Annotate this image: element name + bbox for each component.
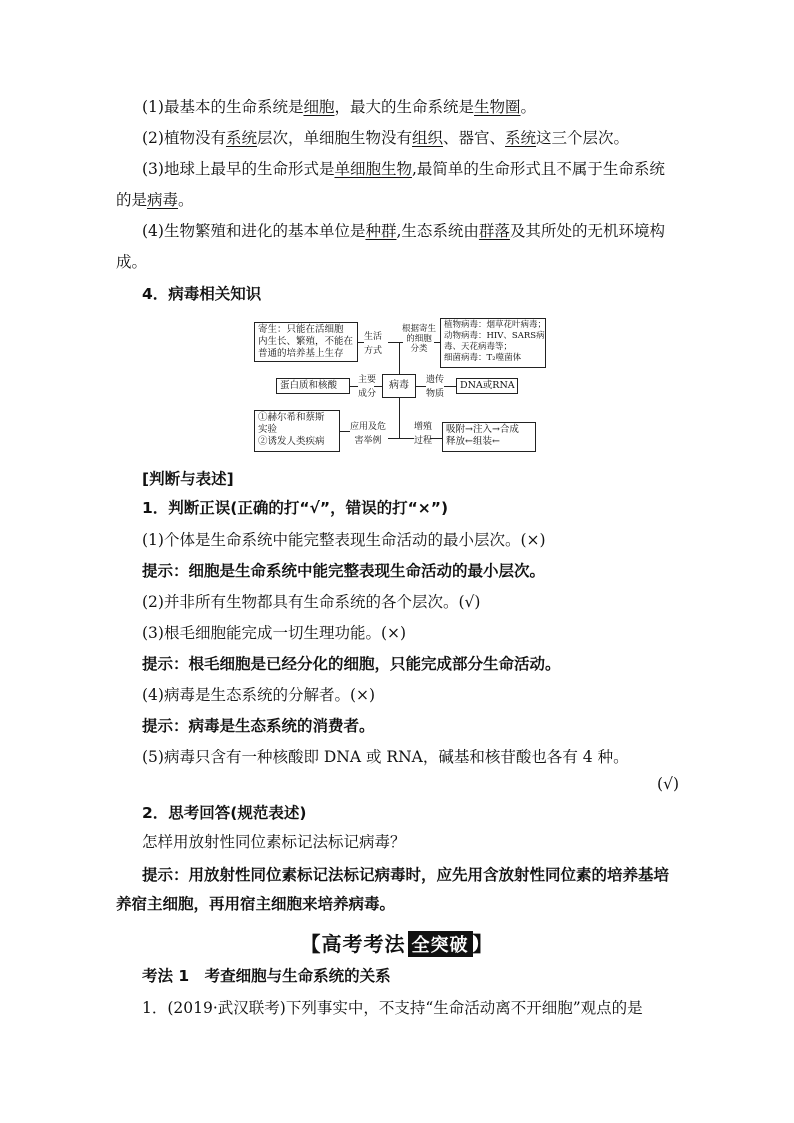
- box-line: ②诱发人类疾病: [258, 436, 325, 447]
- box-line: 植物病毒：烟草花叶病毒；: [444, 320, 547, 330]
- text: ，最大的生命系统是: [334, 98, 474, 116]
- text: 层次，单细胞生物没有: [256, 129, 412, 147]
- text: 这三个层次。: [536, 129, 630, 147]
- question-1: (1)个体是生命系统中能完整表现生命活动的最小层次。(×): [142, 531, 546, 549]
- point-3-cont: [116, 189, 682, 211]
- connector: [388, 438, 414, 439]
- box-line: 实验: [258, 424, 278, 435]
- text: 的是: [116, 191, 148, 209]
- label-line: 方式: [364, 346, 383, 356]
- proliferation-label: [414, 422, 432, 446]
- connector: [444, 386, 456, 387]
- connector: [340, 431, 350, 432]
- box-line: 内生长、繁殖，不能在: [258, 336, 354, 347]
- label-line: 根据寄生: [402, 324, 437, 334]
- box-line: 细菌病毒：T₂噬菌体: [444, 353, 522, 363]
- genetic-material-label: [426, 375, 444, 399]
- life-mode-label: [364, 332, 382, 356]
- banner-highlight: 全突破: [408, 931, 473, 957]
- point-4-cont: 成。: [116, 253, 148, 271]
- box-line: 毒、天花病毒等；: [444, 342, 513, 352]
- box-line: ①赫尔希和蔡斯: [258, 412, 325, 423]
- point-4: [142, 220, 682, 242]
- replication-cycle-box: [442, 422, 536, 452]
- answer-blank: 组织: [412, 129, 444, 147]
- text: ,生态系统由: [396, 222, 479, 240]
- box-line: 寄生：只能在活细胞: [258, 324, 344, 335]
- question-6: 怎样用放射性同位素标记法标记病毒？: [142, 833, 406, 851]
- text: ,最简单的生命形式且不属于生命系统: [411, 160, 665, 178]
- connector: [358, 342, 364, 343]
- box-line: 动物病毒：HIV、SARS病: [444, 331, 545, 341]
- components-box: 蛋白质和核酸: [276, 378, 350, 394]
- question-4: (4)病毒是生态系统的分解者。(×): [142, 686, 376, 704]
- point-1: [142, 96, 682, 118]
- label-line: 生活: [364, 332, 383, 342]
- hint-6-line-2: 养宿主细胞，再用宿主细胞来培养病毒。: [116, 895, 396, 913]
- classify-label: [402, 324, 436, 354]
- answer-blank: 细胞: [303, 98, 335, 116]
- virus-center-box: 病毒: [382, 374, 416, 398]
- label-line: 主要: [358, 375, 377, 385]
- text: (2)植物没有: [142, 129, 226, 147]
- virus-concept-diagram: [254, 318, 546, 456]
- text: (3)地球上最早的生命形式是: [142, 160, 335, 178]
- banner-text: 【高考考法: [300, 932, 406, 956]
- text: 。: [178, 191, 194, 209]
- box-line: 吸附→注入→合成: [446, 424, 519, 435]
- question-2: (2)并非所有生物都具有生命系统的各个层次。(√): [142, 593, 481, 611]
- label-line: 的细胞: [406, 334, 432, 344]
- label-line: 物质: [426, 389, 445, 399]
- main-components-label: [358, 375, 376, 399]
- box-line: 释放←组装←: [446, 436, 500, 447]
- question-5-mark: (√): [657, 775, 679, 793]
- dna-rna-box: DNA或RNA: [456, 378, 518, 394]
- connector: [399, 342, 400, 374]
- point-2: [142, 127, 682, 149]
- banner-text: 】: [472, 932, 494, 956]
- label-line: 害举例: [354, 436, 382, 446]
- hint-3: 提示：根毛细胞是已经分化的细胞，只能完成部分生命活动。: [142, 655, 561, 673]
- method-heading: 考法 1 考查细胞与生命系统的关系: [142, 967, 391, 985]
- text: 、器官、: [443, 129, 506, 147]
- box-line: 普通的培养基上生存: [258, 348, 344, 359]
- connector: [416, 386, 426, 387]
- applications-label: [350, 422, 386, 446]
- answer-blank: 系统: [225, 129, 257, 147]
- text: (4)生物繁殖和进化的基本单位是: [142, 222, 366, 240]
- think-answer-title: 2．思考回答(规范表述): [142, 804, 307, 822]
- answer-blank: 系统: [505, 129, 537, 147]
- parasite-box: [254, 322, 358, 362]
- judge-instruction: 1．判断正误(正确的打“√”，错误的打“×”): [142, 499, 449, 517]
- judge-title: [判断与表述]: [142, 470, 234, 488]
- hint-4: 提示：病毒是生态系统的消费者。: [142, 717, 375, 735]
- connector: [350, 386, 358, 387]
- connector: [430, 438, 442, 439]
- label-line: 过程: [414, 436, 433, 446]
- section-banner: [0, 928, 794, 957]
- answer-blank: 群落: [478, 222, 510, 240]
- applications-box: [254, 410, 340, 452]
- answer-blank: 种群: [365, 222, 397, 240]
- connector: [434, 342, 440, 343]
- answer-blank: 单细胞生物: [334, 160, 412, 178]
- label-line: 成分: [358, 389, 377, 399]
- connector: [374, 386, 382, 387]
- label-line: 遗传: [426, 375, 445, 385]
- hint-1: 提示：细胞是生命系统中能完整表现生命活动的最小层次。: [142, 562, 546, 580]
- label-line: 增殖: [414, 422, 433, 432]
- hint-6-line-1: 提示：用放射性同位素标记法标记病毒时，应先用含放射性同位素的培养基培: [142, 866, 670, 884]
- answer-blank: 生物圈: [474, 98, 521, 116]
- label-line: 分类: [410, 344, 428, 354]
- point-3: [142, 158, 682, 180]
- text: 及其所处的无机环境构: [509, 222, 665, 240]
- connector: [399, 398, 400, 438]
- text: (1)最基本的生命系统是: [142, 98, 304, 116]
- section-heading: 4．病毒相关知识: [142, 285, 262, 303]
- text: 。: [520, 98, 537, 116]
- connector: [388, 342, 399, 343]
- answer-blank: 病毒: [147, 191, 179, 209]
- label-line: 应用及危: [350, 422, 387, 432]
- question-3: (3)根毛细胞能完成一切生理功能。(×): [142, 624, 407, 642]
- example-1: 1．(2019·武汉联考)下列事实中，不支持“生命活动离不开细胞”观点的是: [142, 999, 643, 1017]
- question-5: (5)病毒只含有一种核酸即 DNA 或 RNA，碱基和核苷酸也各有 4 种。: [142, 748, 629, 766]
- connector: [399, 342, 403, 343]
- virus-types-box: [440, 318, 546, 368]
